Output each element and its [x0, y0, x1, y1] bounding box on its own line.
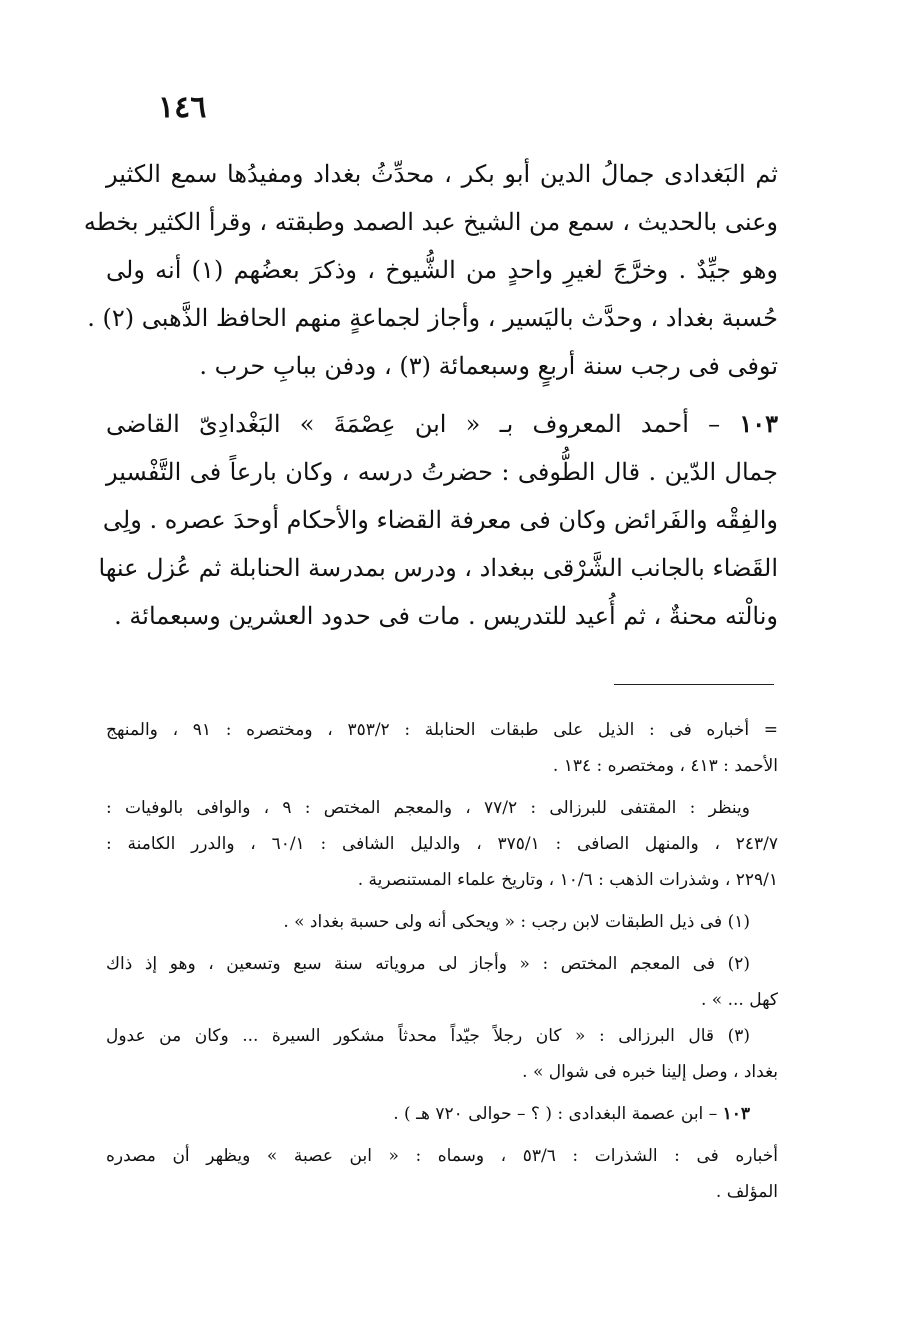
footnote-entry-103: [106, 1096, 778, 1132]
footnote-line: (١) فى ذيل الطبقات لابن رجب : « ويحكى أنه ولى حسبة بغداد » .: [283, 912, 750, 932]
footnote-1: [106, 904, 778, 940]
footnote-line: وينظر : المقتفى للبرزالى : ٧٧/٢ ، والمعجم المختص : ٩ ، والوافى بالوفيات :: [106, 798, 750, 818]
text-line: وهو جيِّدٌ . وخرَّجَ لغيرِ واحدٍ من الشُّيوخ ، وذكرَ بعضُهم (١) أنه ولى: [106, 256, 778, 284]
text-line: جمال الدّين . قال الطُّوفى : حضرتُ درسه ، وكان بارعاً فى التَّفْسير: [106, 458, 778, 486]
footnote-entry-line: [106, 1096, 778, 1132]
footnote-line: كهل ... » .: [700, 990, 778, 1010]
footnote-line: المؤلف .: [715, 1182, 778, 1202]
footnote-line: ٢٤٣/٧ ، والمنهل الصافى : ٣٧٥/١ ، والدليل الشافى : ٦٠/١ ، والدرر الكامنة :: [106, 834, 779, 854]
footnote-entry-number: ١٠٣: [722, 1104, 750, 1124]
footnote-entry-text: – ابن عصمة البغدادى : ( ؟ – حوالى ٧٢٠ هـ ) .: [393, 1104, 723, 1124]
footnotes: [106, 712, 778, 1210]
text-line: وعنى بالحديث ، سمع من الشيخ عبد الصمد وطبقته ، وقرأ الكثير بخطه: [83, 208, 778, 236]
footnote-references: [106, 790, 778, 898]
entry-heading-text: – أحمد المعروف بـ « ابن عِصْمَةَ » البَغْدادِىّ القاضى: [106, 410, 740, 438]
text-line: والفِقْه والفَرائض وكان فى معرفة القضاء والأحكام أوحدَ عصره . ولِى: [102, 506, 778, 534]
footnote-line: بغداد ، وصل إلينا خبره فى شوال » .: [522, 1062, 778, 1082]
footnote-line: = أخباره فى : الذيل على طبقات الحنابلة : ٣٥٣/٢ ، ومختصره : ٩١ ، والمنهج: [106, 720, 779, 740]
page-number: ١٤٦: [158, 90, 207, 125]
text-line: توفى فى رجب سنة أربعٍ وسبعمائة (٣) ، ودفن ببابِ حرب .: [199, 352, 778, 380]
footnote-line: ٢٢٩/١ ، وشذرات الذهب : ١٠/٦ ، وتاريخ علماء المستنصرية .: [357, 870, 778, 890]
footnote-2: [106, 946, 778, 1018]
footnote-line: أخباره فى : الشذرات : ٥٣/٦ ، وسماه : « ابن عصبة » ويظهر أن مصدره: [106, 1146, 778, 1166]
footnote-line: (٣) قال البرزالى : « كان رجلاً جيّداً محدثاً مشكور السيرة ... وكان من عدول: [106, 1026, 750, 1046]
entry-heading-line: [106, 400, 778, 448]
entry-number: ١٠٣: [739, 409, 778, 438]
text-line: ونالْته محنةٌ ، ثم أُعيد للتدريس . مات فى حدود العشرين وسبعمائة .: [114, 602, 778, 630]
footnote-sources-103: [106, 1138, 778, 1210]
text-line: حُسبة بغداد ، وحدَّث باليَسير ، وأجاز لجماعةٍ منهم الحافظ الذَّهبى (٢) .: [87, 304, 778, 332]
text-line: ثم البَغدادى جمالُ الدين أبو بكر ، محدِّثُ بغداد ومفيدُها سمع الكثير: [106, 160, 778, 188]
footnote-sources: [106, 712, 778, 784]
paragraph-entry-103: [98, 400, 778, 640]
footnote-separator: [614, 684, 774, 685]
main-text: [83, 150, 778, 640]
footnote-line: (٢) فى المعجم المختص : « وأجاز لى مروياته سنة سبع وتسعين ، وهو إذ ذاك: [106, 954, 750, 974]
footnote-3: [106, 1018, 778, 1090]
text-line: القَضاء بالجانب الشَّرْقى ببغداد ، ودرس بمدرسة الحنابلة ثم عُزل عنها: [98, 554, 778, 582]
footnote-line: الأحمد : ٤١٣ ، ومختصره : ١٣٤ .: [552, 756, 778, 776]
paragraph-1: [83, 150, 778, 390]
